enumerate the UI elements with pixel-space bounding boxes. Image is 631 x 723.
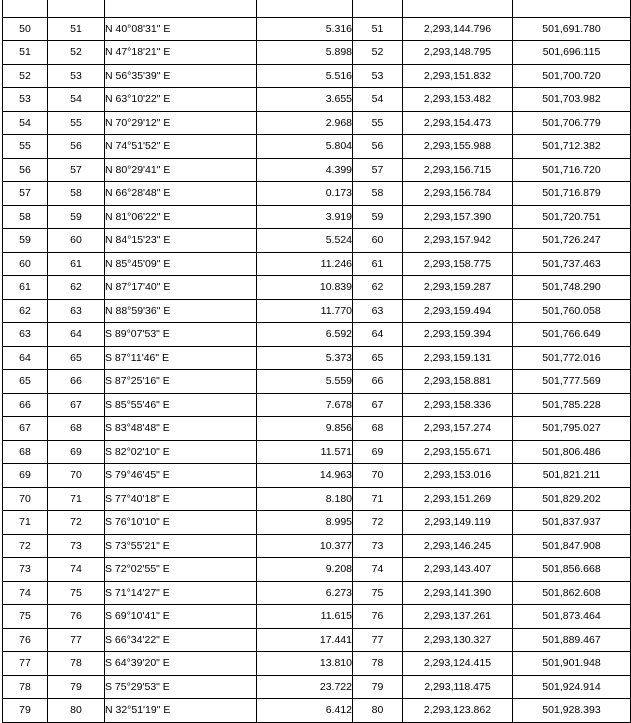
table-row [3,346,631,370]
sight-point-cell: 63 [48,299,105,323]
vertex-cell: 73 [353,534,403,558]
station-cell: 53 [3,88,48,112]
distance-cell: 11.246 [257,252,353,276]
y-coordinate-cell: 2,293,118.475 [403,675,513,699]
distance-cell: 7.678 [257,393,353,417]
sight-point-cell: 61 [48,252,105,276]
distance-cell: 4.399 [257,158,353,182]
sight-point-cell: 75 [48,581,105,605]
x-coordinate-cell: 501,856.668 [513,558,631,582]
bearing-cell: N 85°45'09" E [105,252,257,276]
station-cell: 60 [3,252,48,276]
sight-point-cell: 78 [48,652,105,676]
table-row [3,111,631,135]
bearing-cell: S 87°25'16" E [105,370,257,394]
y-coordinate-cell: 2,293,158.775 [403,252,513,276]
bearing-cell: S 89°07'53" E [105,323,257,347]
station-cell: 73 [3,558,48,582]
table-row [3,205,631,229]
x-coordinate-cell: 501,928.393 [513,699,631,723]
distance-cell: 2.968 [257,111,353,135]
sight-point-cell: 59 [48,205,105,229]
vertex-cell: 62 [353,276,403,300]
table-row [3,393,631,417]
x-coordinate-cell: 501,806.486 [513,440,631,464]
sight-point-cell: 55 [48,111,105,135]
vertex-cell: 55 [353,111,403,135]
sight-point-cell: 52 [48,41,105,65]
distance-cell: 5.373 [257,346,353,370]
bearing-cell: N 74°51'52" E [105,135,257,159]
x-coordinate-cell: 501,712.382 [513,135,631,159]
distance-cell: 5.516 [257,64,353,88]
bearing-cell: N 56°35'39" E [105,64,257,88]
station-cell: 77 [3,652,48,676]
table-row [3,487,631,511]
sight-point-cell: 70 [48,464,105,488]
bearing-cell: N 80°29'41" E [105,158,257,182]
table-row [3,581,631,605]
y-coordinate-cell: 2,293,143.407 [403,558,513,582]
sight-point-cell: 51 [48,17,105,41]
vertex-cell: 74 [353,558,403,582]
station-cell: 79 [3,699,48,723]
bearing-cell: S 72°02'55" E [105,558,257,582]
survey-table-body [3,0,631,722]
sight-point-cell: 69 [48,440,105,464]
table-row [3,440,631,464]
y-coordinate-cell: 2,293,156.784 [403,182,513,206]
y-coordinate-cell: 2,293,159.131 [403,346,513,370]
table-row [3,17,631,41]
distance-cell: 5.559 [257,370,353,394]
x-coordinate-cell: 501,766.649 [513,323,631,347]
vertex-cell: 64 [353,323,403,347]
vertex-cell: 58 [353,182,403,206]
distance-cell: 0.173 [257,182,353,206]
distance-cell: 11.571 [257,440,353,464]
station-cell: 71 [3,511,48,535]
bearing-cell: N 47°18'21" E [105,41,257,65]
sight-point-cell: 76 [48,605,105,629]
y-coordinate-cell: 2,293,159.494 [403,299,513,323]
x-coordinate-cell: 501,706.779 [513,111,631,135]
table-row [3,511,631,535]
y-coordinate-cell: 2,293,141.390 [403,581,513,605]
table-row [3,628,631,652]
x-coordinate-cell: 501,760.058 [513,299,631,323]
station-cell: 61 [3,276,48,300]
table-row [3,652,631,676]
table-row [3,417,631,441]
bearing-cell: N 63°10'22" E [105,88,257,112]
x-coordinate-cell: 501,847.908 [513,534,631,558]
y-coordinate-cell: 2,293,151.269 [403,487,513,511]
sight-point-cell: 64 [48,323,105,347]
station-cell: 58 [3,205,48,229]
table-row [3,41,631,65]
distance-cell: 5.898 [257,41,353,65]
station-cell: 63 [3,323,48,347]
station-cell: 64 [3,346,48,370]
table-row [3,229,631,253]
x-coordinate-cell: 501,772.016 [513,346,631,370]
vertex-cell: 68 [353,417,403,441]
bearing-cell: S 75°29'53" E [105,675,257,699]
x-coordinate-cell: 501,691.780 [513,17,631,41]
bearing-cell: S 76°10'10" E [105,511,257,535]
distance-cell: 3.919 [257,205,353,229]
y-coordinate-cell: 2,293,151.832 [403,64,513,88]
vertex-cell: 52 [353,41,403,65]
vertex-cell: 69 [353,440,403,464]
sight-point-cell: 79 [48,675,105,699]
table-row [3,370,631,394]
station-cell: 68 [3,440,48,464]
bearing-cell: S 69°10'41" E [105,605,257,629]
x-coordinate-cell: 501,726.247 [513,229,631,253]
x-coordinate-cell: 501,873.464 [513,605,631,629]
table-row [3,88,631,112]
y-coordinate-cell: 2,293,154.473 [403,111,513,135]
bearing-cell: S 82°02'10" E [105,440,257,464]
x-coordinate-cell: 501,889.467 [513,628,631,652]
table-row [3,252,631,276]
x-coordinate-cell: 501,862.608 [513,581,631,605]
x-coordinate-cell: 501,737.463 [513,252,631,276]
distance-cell: 3.655 [257,88,353,112]
y-coordinate-cell: 2,293,155.988 [403,135,513,159]
bearing-cell: S 87°11'46" E [105,346,257,370]
sight-point-cell: 53 [48,64,105,88]
x-coordinate-cell: 501,821.211 [513,464,631,488]
bearing-cell: N 32°51'19" E [105,699,257,723]
x-coordinate-cell: 501,696.115 [513,41,631,65]
x-coordinate-cell: 501,748.290 [513,276,631,300]
vertex-cell: 51 [353,17,403,41]
bearing-cell: S 71°14'27" E [105,581,257,605]
station-cell: 51 [3,41,48,65]
x-coordinate-cell: 501,837.937 [513,511,631,535]
table-row [3,64,631,88]
y-coordinate-cell: 2,293,153.016 [403,464,513,488]
station-cell: 72 [3,534,48,558]
bearing-cell: N 70°29'12" E [105,111,257,135]
vertex-cell: 75 [353,581,403,605]
table-row [3,675,631,699]
station-cell: 59 [3,229,48,253]
sight-point-cell: 80 [48,699,105,723]
sight-point-cell: 62 [48,276,105,300]
y-coordinate-cell: 2,293,159.394 [403,323,513,347]
bearing-cell: S 64°39'20" E [105,652,257,676]
distance-cell: 10.377 [257,534,353,558]
distance-cell: 11.770 [257,299,353,323]
y-coordinate-cell: 2,293,158.336 [403,393,513,417]
vertex-cell: 53 [353,64,403,88]
distance-cell: 6.592 [257,323,353,347]
x-coordinate-cell: 501,829.202 [513,487,631,511]
bearing-cell: S 79°46'45" E [105,464,257,488]
station-cell: 52 [3,64,48,88]
bearing-cell: N 40°08'31" E [105,17,257,41]
sight-point-cell: 73 [48,534,105,558]
table-row [3,699,631,723]
station-cell: 56 [3,158,48,182]
bearing-cell: N 84°15'23" E [105,229,257,253]
table-row [3,464,631,488]
station-cell: 62 [3,299,48,323]
vertex-cell: 60 [353,229,403,253]
y-coordinate-cell: 2,293,153.482 [403,88,513,112]
station-cell: 54 [3,111,48,135]
distance-cell: 11.615 [257,605,353,629]
sight-point-cell: 56 [48,135,105,159]
x-coordinate-cell: 501,700.720 [513,64,631,88]
distance-cell: 6.273 [257,581,353,605]
survey-table [2,0,631,723]
y-coordinate-cell: 2,293,124.415 [403,652,513,676]
table-row [3,276,631,300]
bearing-cell: S 83°48'48" E [105,417,257,441]
vertex-cell: 77 [353,628,403,652]
distance-cell: 5.316 [257,17,353,41]
vertex-cell: 67 [353,393,403,417]
x-coordinate-cell: 501,901.948 [513,652,631,676]
table-row [3,135,631,159]
distance-cell: 17.441 [257,628,353,652]
table-row [3,605,631,629]
table-row [3,158,631,182]
vertex-cell: 66 [353,370,403,394]
distance-cell: 9.856 [257,417,353,441]
x-coordinate-cell: 501,716.879 [513,182,631,206]
distance-cell: 13.810 [257,652,353,676]
vertex-cell: 80 [353,699,403,723]
vertex-cell: 72 [353,511,403,535]
bearing-cell: S 77°40'18" E [105,487,257,511]
vertex-cell: 70 [353,464,403,488]
sight-point-cell: 68 [48,417,105,441]
sight-point-cell: 72 [48,511,105,535]
station-cell: 50 [3,17,48,41]
sight-point-cell: 57 [48,158,105,182]
station-cell: 70 [3,487,48,511]
station-cell: 78 [3,675,48,699]
vertex-cell: 57 [353,158,403,182]
y-coordinate-cell: 2,293,123.862 [403,699,513,723]
station-cell: 75 [3,605,48,629]
table-row [3,323,631,347]
distance-cell: 9.208 [257,558,353,582]
vertex-cell: 76 [353,605,403,629]
distance-cell: 5.804 [257,135,353,159]
distance-cell: 8.180 [257,487,353,511]
bearing-cell: S 85°55'46" E [105,393,257,417]
distance-cell: 23.722 [257,675,353,699]
y-coordinate-cell: 2,293,130.327 [403,628,513,652]
sight-point-cell: 77 [48,628,105,652]
distance-cell: 10.839 [257,276,353,300]
y-coordinate-cell: 2,293,148.795 [403,41,513,65]
y-coordinate-cell: 2,293,157.390 [403,205,513,229]
station-cell: 74 [3,581,48,605]
x-coordinate-cell: 501,924.914 [513,675,631,699]
table-row [3,558,631,582]
table-row [3,534,631,558]
station-cell: 57 [3,182,48,206]
distance-cell: 14.963 [257,464,353,488]
x-coordinate-cell: 501,720.751 [513,205,631,229]
distance-cell: 5.524 [257,229,353,253]
distance-cell: 8.995 [257,511,353,535]
vertex-cell: 79 [353,675,403,699]
bearing-cell: N 81°06'22" E [105,205,257,229]
vertex-cell: 56 [353,135,403,159]
sight-point-cell: 60 [48,229,105,253]
vertex-cell: 71 [353,487,403,511]
y-coordinate-cell: 2,293,156.715 [403,158,513,182]
sight-point-cell: 65 [48,346,105,370]
y-coordinate-cell: 2,293,159.287 [403,276,513,300]
bearing-cell: N 87°17'40" E [105,276,257,300]
y-coordinate-cell: 2,293,146.245 [403,534,513,558]
sight-point-cell: 54 [48,88,105,112]
vertex-cell: 65 [353,346,403,370]
y-coordinate-cell: 2,293,157.942 [403,229,513,253]
bearing-cell: N 88°59'36" E [105,299,257,323]
y-coordinate-cell: 2,293,157.274 [403,417,513,441]
vertex-cell: 54 [353,88,403,112]
x-coordinate-cell: 501,777.569 [513,370,631,394]
sight-point-cell: 67 [48,393,105,417]
y-coordinate-cell: 2,293,155.671 [403,440,513,464]
bearing-cell: N 66°28'48" E [105,182,257,206]
y-coordinate-cell: 2,293,144.796 [403,17,513,41]
vertex-cell: 59 [353,205,403,229]
station-cell: 66 [3,393,48,417]
bearing-cell: S 73°55'21" E [105,534,257,558]
vertex-cell: 78 [353,652,403,676]
x-coordinate-cell: 501,795.027 [513,417,631,441]
y-coordinate-cell: 2,293,149.119 [403,511,513,535]
sight-point-cell: 71 [48,487,105,511]
station-cell: 69 [3,464,48,488]
station-cell: 67 [3,417,48,441]
distance-cell: 6.412 [257,699,353,723]
station-cell: 55 [3,135,48,159]
station-cell: 76 [3,628,48,652]
sight-point-cell: 66 [48,370,105,394]
sight-point-cell: 58 [48,182,105,206]
x-coordinate-cell: 501,716.720 [513,158,631,182]
vertex-cell: 61 [353,252,403,276]
x-coordinate-cell: 501,785.228 [513,393,631,417]
bearing-cell: S 66°34'22" E [105,628,257,652]
sight-point-cell: 74 [48,558,105,582]
table-row [3,299,631,323]
station-cell: 65 [3,370,48,394]
y-coordinate-cell: 2,293,158.881 [403,370,513,394]
table-row [3,182,631,206]
vertex-cell: 63 [353,299,403,323]
y-coordinate-cell: 2,293,137.261 [403,605,513,629]
x-coordinate-cell: 501,703.982 [513,88,631,112]
